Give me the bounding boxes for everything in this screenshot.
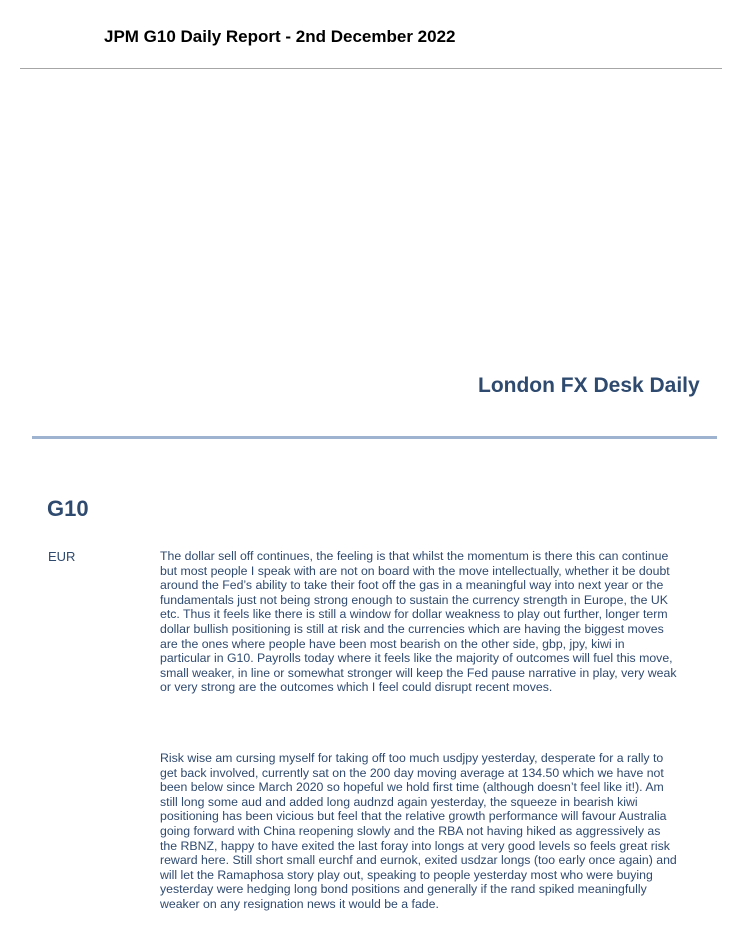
desk-title: London FX Desk Daily: [478, 374, 700, 397]
risk-paragraph: Risk wise am cursing myself for taking off too much usdjpy yesterday, desperate for a rally to get back involved, currently sat on the 200 day moving average at 134.50 which we have not been below since March 2020 so hopeful we hold first time (although doesn’t feel like it!). Am still long some aud and added long audnzd again yesterday, the squeeze in bearish kiwi positioning has been vicious but feel that the relative growth performance will favour Australia going forward with China reopening slowly and the RBA not having hiked as aggressively as the RBNZ, happy to have exited the last foray into longs at very good levels so feels great risk reward here. Still short small eurchf and eurnok, exited usdzar longs (too early once again) and will let the Ramaphosa story play out, speaking to people yesterday most who were buying yesterday were hedging long bond positions and generally if the rand spiked meaningfully weaker on any resignation news it would be a fade.: [160, 751, 677, 911]
currency-label: EUR: [48, 549, 76, 564]
header-divider: [20, 68, 722, 69]
report-title: JPM G10 Daily Report - 2nd December 2022: [104, 27, 456, 46]
commentary-paragraph: The dollar sell off continues, the feeling is that whilst the momentum is there this can continue but most people I speak with are not on board with the move intellectually, whether it be doubt around the Fed’s ability to take their foot off the gas in a meaningful way into next year or the fundamentals just not being strong enough to sustain the currency strength in Europe, the UK etc. Thus it feels like there is still a window for dollar weakness to play out further, longer term dollar bullish positioning is still at risk and the currencies which are having the biggest moves are the ones where people have been most bearish on the other side, gbp, jpy, kiwi in particular in G10. Payrolls today where it feels like the majority of outcomes will fuel this move, small weaker, in line or somewhat stronger will keep the Fed pause narrative in play, very weak or very strong are the outcomes which I feel could disrupt recent moves.: [160, 549, 677, 695]
desk-divider: [32, 436, 717, 439]
section-heading: G10: [47, 496, 89, 521]
